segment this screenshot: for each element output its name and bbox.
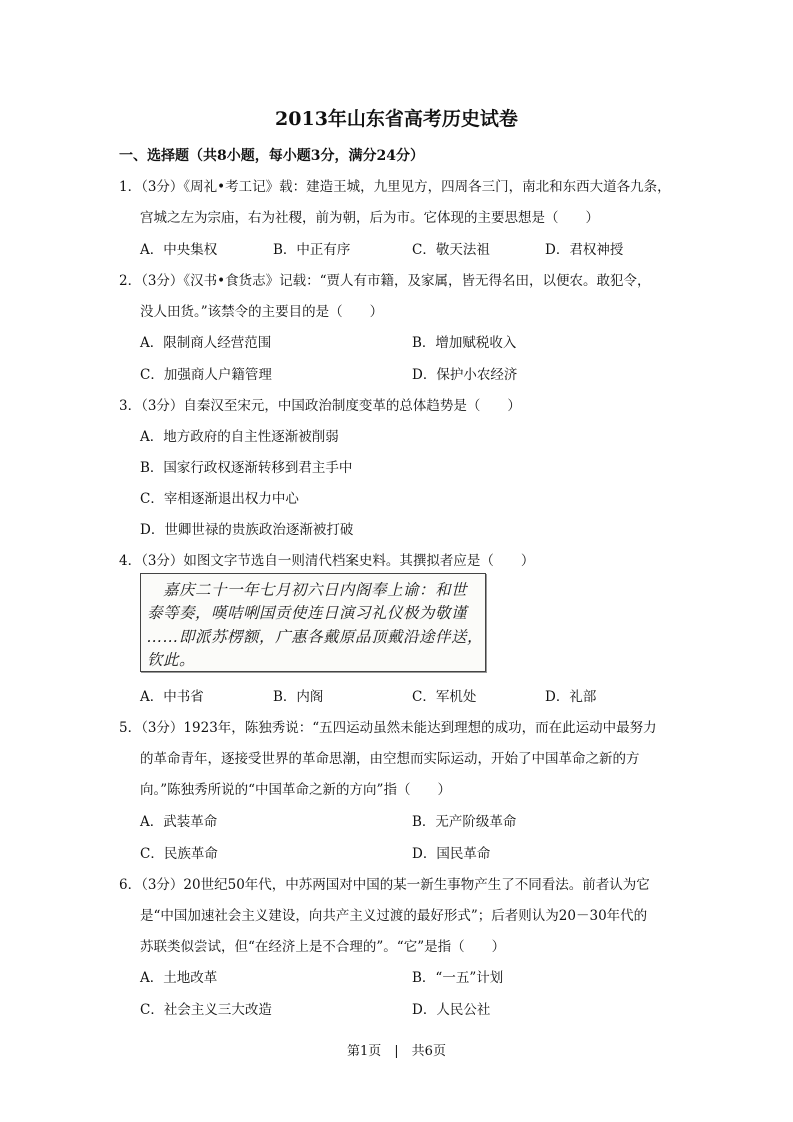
- question-1-stem-line-2: 宫城之左为宗庙，右为社稷，前为朝，后为市。它体现的主要思想是（ ）: [140, 210, 599, 226]
- question-5-option-d: D．国民革命: [412, 846, 491, 862]
- question-1-option-a: A．中央集权: [140, 242, 218, 258]
- question-2-option-c: C．加强商人户籍管理: [140, 367, 272, 383]
- excerpt-line-1: 嘉庆二十一年七月初六日内阁奉上谕：和世: [147, 581, 468, 599]
- question-5-stem-line-1: 5．（3分）1923年，陈独秀说：“五四运动虽然未能达到理想的成功，而在此运动中最努力: [119, 720, 657, 736]
- question-6-option-a: A．土地改革: [140, 970, 218, 986]
- excerpt-line-4: 钦此。: [147, 651, 196, 669]
- section-heading: 一、选择题（共8小题，每小题3分，满分24分）: [119, 148, 424, 164]
- question-5-option-c: C．民族革命: [140, 846, 218, 862]
- question-3-option-a: A．地方政府的自主性逐渐被削弱: [140, 429, 339, 445]
- question-1-option-c: C．敬天法祖: [412, 242, 490, 258]
- question-4-stem: 4．（3分）如图文字节选自一则清代档案史料。其撰拟者应是（ ）: [119, 553, 535, 569]
- question-5-option-b: B．无产阶级革命: [412, 814, 517, 830]
- question-2-stem-line-2: 没人田货。”该禁令的主要目的是（ ）: [140, 304, 384, 320]
- question-4-option-d: D．礼部: [545, 689, 597, 705]
- question-3-option-d: D．世卿世禄的贵族政治逐渐被打破: [140, 522, 354, 538]
- question-1-stem-line-1: 1．（3分）《周礼•考工记》载：建造王城，九里见方，四周各三门，南北和东西大道各九条，: [119, 179, 671, 195]
- archive-excerpt-image: [140, 573, 486, 672]
- question-6-option-c: C．社会主义三大改造: [140, 1002, 272, 1018]
- question-1-option-d: D．君权神授: [545, 242, 624, 258]
- question-4-option-b: B．内阁: [273, 689, 324, 705]
- question-5-stem-line-2: 的革命青年，逐接受世界的革命思潮，由空想而实际运动，开始了中国革命之新的方: [140, 751, 640, 767]
- question-5-stem-line-3: 向。”陈独秀所说的“中国革命之新的方向”指（ ）: [140, 782, 451, 798]
- question-2-option-d: D．保护小农经济: [412, 367, 518, 383]
- question-5-option-a: A．武装革命: [140, 814, 218, 830]
- question-6-stem-line-2: 是“中国加速社会主义建设，向共产主义过渡的最好形式”；后者则认为20－30年代的: [140, 908, 648, 924]
- question-3-option-b: B．国家行政权逐渐转移到君主手中: [140, 460, 353, 476]
- question-3-option-c: C．宰相逐渐退出权力中心: [140, 491, 299, 507]
- question-6-stem-line-3: 苏联类似尝试，但“在经济上是不合理的”。“它”是指（ ）: [140, 939, 506, 955]
- question-4-option-a: A．中书省: [140, 689, 204, 705]
- question-1-option-b: B．中正有序: [273, 242, 351, 258]
- page-footer: 第1页 | 共6页: [347, 1044, 446, 1059]
- question-2-option-b: B．增加赋税收入: [412, 335, 517, 351]
- question-6-stem-line-1: 6．（3分）20世纪50年代，中苏两国对中国的某一新生事物产生了不同看法。前者认为它: [119, 877, 650, 893]
- question-2-option-a: A．限制商人经营范围: [140, 335, 272, 351]
- question-2-stem-line-1: 2．（3分）《汉书•食货志》记载：“贾人有市籍，及家属，皆无得名田，以便农。敢犯令，: [119, 273, 651, 289]
- question-6-option-b: B．“一五”计划: [412, 970, 504, 986]
- question-4-option-c: C．军机处: [412, 689, 477, 705]
- page-title: 2013年山东省高考历史试卷: [275, 108, 518, 130]
- excerpt-line-2: 泰等奏，嘆咭唎国贡使连日演习礼仪极为敬谨: [147, 604, 468, 622]
- question-6-option-d: D．人民公社: [412, 1002, 491, 1018]
- excerpt-line-3: ……即派苏楞额，广惠各戴原品顶戴沿途伴送，: [147, 628, 484, 646]
- question-3-stem: 3．（3分）自秦汉至宋元，中国政治制度变革的总体趋势是（ ）: [119, 398, 521, 414]
